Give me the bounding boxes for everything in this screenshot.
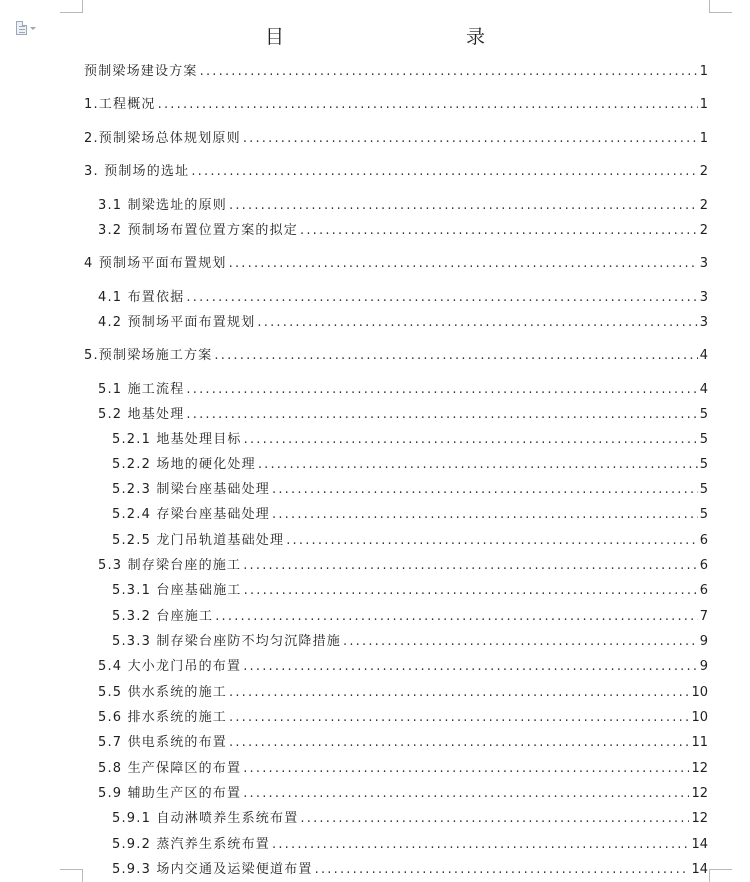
toc-page-number: 4	[699, 382, 708, 397]
toc-entry-title: 1.工程概况	[84, 97, 156, 112]
toc-page-number: 6	[699, 558, 708, 573]
toc-entry[interactable]	[98, 734, 708, 752]
page-corner-mark-bottom-left	[60, 869, 83, 882]
toc-page-number: 3	[699, 290, 708, 305]
toc-entry-title: 5.2.1 地基处理目标	[112, 432, 242, 447]
toc-entry-title: 3. 预制场的选址	[84, 164, 190, 179]
toc-entry[interactable]	[84, 255, 708, 273]
toc-entry-title: 5.4 大小龙门吊的布置	[98, 659, 242, 674]
toc-entry[interactable]	[112, 431, 708, 449]
toc-page-number: 2	[699, 198, 708, 213]
toc-entry[interactable]	[98, 381, 708, 399]
page-corner-mark-bottom-right	[709, 869, 732, 882]
toc-entry[interactable]	[84, 130, 708, 148]
toc-entry-title: 5.8 生产保障区的布置	[98, 761, 242, 776]
toc-entry[interactable]	[98, 406, 708, 424]
toc-entry-title: 5.2.2 场地的硬化处理	[112, 457, 256, 472]
toc-page-number: 2	[699, 164, 708, 179]
toc-entry[interactable]	[98, 709, 708, 727]
toc-entry-title: 5.2.5 龙门吊轨道基础处理	[112, 533, 285, 548]
toc-page-number: 5	[699, 457, 708, 472]
toc-page-number: 3	[699, 315, 708, 330]
toc-entry-title: 5.9.1 自动淋喷养生系统布置	[112, 811, 299, 826]
toc-page-number: 5	[699, 507, 708, 522]
toc-entry[interactable]	[112, 608, 708, 626]
toc-page-number: 9	[699, 634, 708, 649]
toc-dot-leader	[243, 557, 698, 575]
toc-page-number: 5	[699, 482, 708, 497]
toc-entry-title: 5.3.2 台座施工	[112, 609, 214, 624]
toc-page-number: 5	[699, 432, 708, 447]
toc-dot-leader	[272, 506, 698, 524]
toc-dot-leader	[286, 532, 698, 550]
toc-dot-leader	[186, 289, 697, 307]
page-corner-mark-top-left	[60, 0, 83, 13]
toc-dot-leader	[258, 456, 698, 474]
toc-dot-leader	[214, 347, 697, 365]
toc-page-number: 12	[691, 811, 708, 826]
toc-page-number: 11	[691, 735, 708, 750]
toc-dot-leader	[229, 197, 698, 215]
toc-dot-leader	[272, 836, 689, 854]
toc-page-number: 12	[691, 786, 708, 801]
toc-page-number: 1	[699, 97, 708, 112]
toc-page-number: 3	[699, 256, 708, 271]
toc-entry[interactable]	[98, 314, 708, 332]
toc-entry[interactable]	[112, 506, 708, 524]
toc-page-number: 10	[691, 685, 708, 700]
toc-entry[interactable]	[112, 481, 708, 499]
toc-dot-leader	[243, 760, 689, 778]
toc-entry[interactable]	[84, 63, 708, 81]
toc-entry[interactable]	[112, 532, 708, 550]
toc-entry[interactable]	[98, 289, 708, 307]
toc-entry[interactable]	[98, 222, 708, 240]
toc-entry-title: 5.9.2 蒸汽养生系统布置	[112, 837, 271, 852]
toc-entry-title: 5.7 供电系统的布置	[98, 735, 228, 750]
toc-entry-title: 5.2 地基处理	[98, 407, 185, 422]
toc-dot-leader	[158, 96, 698, 114]
toc-dot-leader	[272, 481, 698, 499]
toc-dot-leader	[244, 431, 698, 449]
toc-dot-leader	[300, 222, 698, 240]
toc-entry[interactable]	[98, 557, 708, 575]
toc-page-number: 6	[699, 583, 708, 598]
toc-entry-title: 5.5 供水系统的施工	[98, 685, 228, 700]
toc-dot-leader	[186, 406, 697, 424]
toc-entry-title: 4 预制场平面布置规划	[84, 256, 227, 271]
toc-page-number: 1	[699, 64, 708, 79]
toc-entry[interactable]	[84, 163, 708, 181]
toc-dot-leader	[191, 163, 697, 181]
toc-entry[interactable]	[98, 684, 708, 702]
toc-entry-title: 2.预制梁场总体规划原则	[84, 131, 241, 146]
toc-entry-title: 5.9.3 场内交通及运梁便道布置	[112, 862, 313, 877]
toc-page-number: 10	[691, 710, 708, 725]
page-corner-mark-top-right	[709, 0, 732, 13]
toc-entry[interactable]	[112, 633, 708, 651]
toc-entry[interactable]	[98, 760, 708, 778]
toc-dot-leader	[200, 63, 698, 81]
toc-entry-title: 5.2.3 制梁台座基础处理	[112, 482, 271, 497]
toc-page-number: 5	[699, 407, 708, 422]
toc-dot-leader	[229, 255, 698, 273]
toc-page-number: 2	[699, 223, 708, 238]
toc-dot-leader	[257, 314, 697, 332]
toc-dot-leader	[243, 130, 698, 148]
toc-page-number: 4	[699, 348, 708, 363]
toc-page-number: 14	[691, 862, 708, 877]
toc-entry[interactable]	[112, 836, 708, 854]
toc-entry[interactable]	[98, 197, 708, 215]
toc-dot-leader	[243, 658, 698, 676]
toc-entry[interactable]	[112, 582, 708, 600]
toc-entry[interactable]	[112, 456, 708, 474]
toc-dot-leader	[343, 633, 698, 651]
toc-entry[interactable]	[84, 96, 708, 114]
toc-page-number: 14	[691, 837, 708, 852]
toc-entry[interactable]	[112, 861, 708, 879]
toc-entry-title: 5.2.4 存梁台座基础处理	[112, 507, 271, 522]
toc-entry-title: 4.2 预制场平面布置规划	[98, 315, 256, 330]
toc-entry-title: 4.1 布置依据	[98, 290, 185, 305]
toc-entry-title: 5.1 施工流程	[98, 382, 185, 397]
toc-entry-title: 5.3.1 台座基础施工	[112, 583, 242, 598]
toc-page-number: 9	[699, 659, 708, 674]
toc-entry-title: 5.9 辅助生产区的布置	[98, 786, 242, 801]
toc-entry[interactable]	[112, 810, 708, 828]
toc-dot-leader	[315, 861, 690, 879]
toc-dot-leader	[229, 709, 689, 727]
toc-entry[interactable]	[98, 785, 708, 803]
toc-entry-title: 3.2 预制场布置位置方案的拟定	[98, 223, 299, 238]
toc-dot-leader	[186, 381, 697, 399]
toc-page-number: 12	[691, 761, 708, 776]
toc-page-number: 7	[699, 609, 708, 624]
toc-entry-title: 5.3.3 制存梁台座防不均匀沉降措施	[112, 634, 342, 649]
toc-entry-title: 5.3 制存梁台座的施工	[98, 558, 242, 573]
toc-entry-title: 5.预制梁场施工方案	[84, 348, 213, 363]
toc-entry-title: 3.1 制梁选址的原则	[98, 198, 228, 213]
toc-dot-leader	[243, 785, 689, 803]
toc-dot-leader	[300, 810, 689, 828]
toc-entry[interactable]	[98, 658, 708, 676]
toc-page-number: 1	[699, 131, 708, 146]
toc-dot-leader	[229, 734, 689, 752]
toc-dot-leader	[215, 608, 698, 626]
toc-entry-title: 5.6 排水系统的施工	[98, 710, 228, 725]
toc-dot-leader	[229, 684, 689, 702]
toc-title: 目 录	[264, 26, 533, 48]
toc-entry-title: 预制梁场建设方案	[84, 64, 198, 79]
toc-dot-leader	[244, 582, 698, 600]
toc-page-number: 6	[699, 533, 708, 548]
toc-entry[interactable]	[84, 347, 708, 365]
